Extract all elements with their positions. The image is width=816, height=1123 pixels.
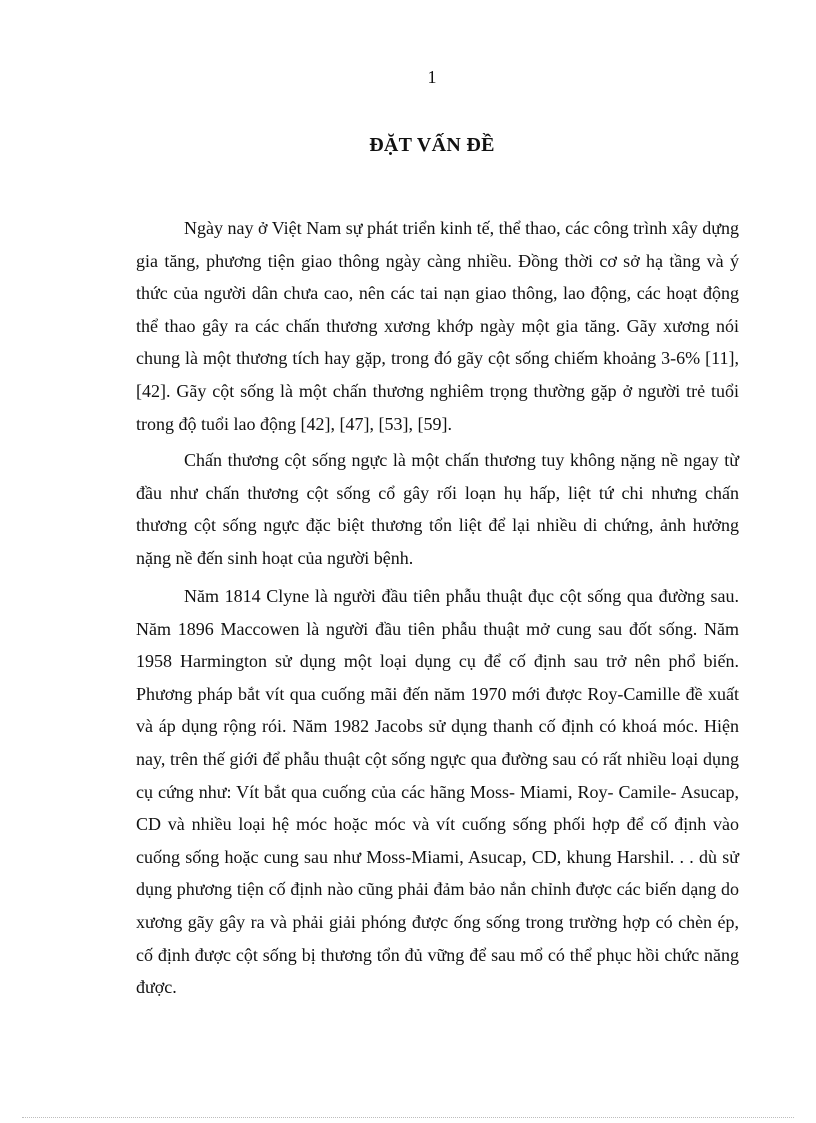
paragraph-2: Chấn thương cột sống ngực là một chấn thương tuy không nặng nề ngay từ đầu như chấn thương cột sống cổ gây rối loạn hụ hấp, liệt tứ chi nhưng chấn thương cột sống ngực đặc biệt thương tổn liệt để lại nhiều di chứng, ảnh hưởng nặng nề đến sinh hoạt của người bệnh. [136,450,739,568]
page-title: ĐẶT VẤN ĐỀ [369,134,495,156]
paragraph-3-block [136,580,739,1004]
page-bottom-divider [22,1117,794,1118]
page-number: 1 [427,67,437,87]
paragraph-1-block [136,212,739,440]
paragraph-3: Năm 1814 Clyne là người đầu tiên phẫu thuật đục cột sống qua đường sau. Năm 1896 Maccowen là người đầu tiên phẫu thuật mở cung sau đốt sống. Năm 1958 Harmington sử dụng một loại dụng cụ để cố định sau trở nên phổ biến. Phương pháp bắt vít qua cuống mãi đến năm 1970 mới được Roy-Camille đề xuất và áp dụng rộng rói. Năm 1982 Jacobs sử dụng thanh cố định có khoá móc. Hiện nay, trên thế giới để phẫu thuật cột sống ngực qua đường sau có rất nhiều loại dụng cụ cứng như: Vít bắt qua cuống của các hãng Moss- Miami, Roy- Camile- Asucap, CD và nhiều loại hệ móc hoặc móc và vít cuống sống phối hợp để cố định vào cuống sống hoặc cung sau như Moss-Miami, Asucap, CD, khung Harshil. . . dù sử dụng phương tiện cố định nào cũng phải đảm bảo nắn chỉnh được các biến dạng do xương gãy gây ra và phải giải phóng được ống sống trong trường hợp có chèn ép, cố định được cột sống bị thương tổn đủ vững để sau mổ có thể phục hồi chức năng được. [136,586,739,998]
paragraph-1: Ngày nay ở Việt Nam sự phát triển kinh tế, thể thao, các công trình xây dựng gia tăng, phương tiện giao thông ngày càng nhiều. Đồng thời cơ sở hạ tầng và ý thức của người dân chưa cao, nên các tai nạn giao thông, lao động, các hoạt động thể thao gây ra các chấn thương xương khớp ngày một gia tăng. Gãy xương nói chung là một thương tích hay gặp, trong đó gãy cột sống chiếm khoảng 3-6% [11], [42]. Gãy cột sống là một chấn thương nghiêm trọng thường gặp ở người trẻ tuổi trong độ tuổi lao động [42], [47], [53], [59]. [136,218,739,434]
paragraph-2-block [136,444,739,574]
